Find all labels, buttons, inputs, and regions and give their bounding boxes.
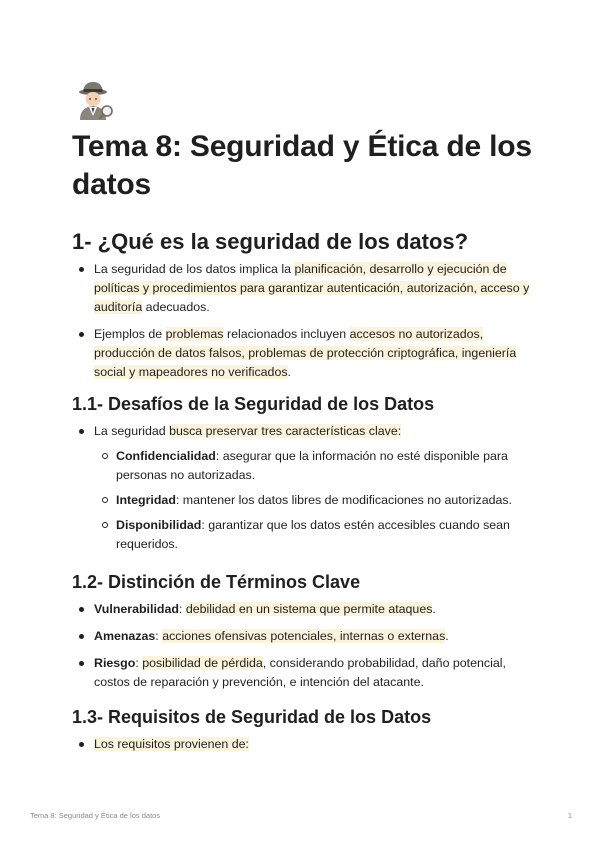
text: :	[155, 629, 163, 643]
detective-icon	[74, 80, 116, 122]
section-1-list	[72, 260, 532, 390]
footer-page-number: 1	[567, 811, 572, 820]
list-item	[72, 654, 532, 692]
section-heading-1-2: 1.2- Distinción de Términos Clave	[72, 572, 361, 592]
text: : asegurar que la información no esté disponible para personas no autorizadas.	[116, 449, 508, 482]
term: Riesgo	[94, 656, 136, 670]
list-item	[72, 600, 532, 619]
term: Disponibilidad	[116, 518, 202, 532]
list-item	[72, 422, 532, 554]
text: Ejemplos de	[94, 327, 166, 341]
footer-title: Tema 8: Seguridad y Ética de los datos	[30, 811, 161, 820]
section-1-2-list	[72, 600, 532, 700]
text: adecuados.	[142, 300, 210, 314]
highlighted-text: planificación, desarrollo y ejecución de políticas y procedimientos para garantizar autenticación, autorización, acceso y auditoría	[94, 262, 530, 314]
highlighted-text: accesos no autorizados, producción de datos falsos, problemas de protección criptográfica, ingeniería social y mapeadores no verificados	[94, 327, 517, 379]
section-heading-1: 1- ¿Qué es la seguridad de los datos?	[72, 229, 469, 254]
list-item	[72, 325, 532, 382]
text: relacionados incluyen	[223, 327, 350, 341]
section-heading-1-1: 1.1- Desafíos de la Seguridad de los Datos	[72, 394, 435, 414]
highlighted-text: problemas	[165, 327, 224, 341]
text: , considerando probabilidad, daño potencial, costos de reparación y prevención, e intención del atacante.	[94, 656, 506, 689]
sublist-item	[94, 516, 532, 554]
page-title: Tema 8: Seguridad y Ética de los datos	[72, 130, 532, 201]
highlighted-text: posibilidad de pérdida	[142, 656, 263, 670]
section-1-3-list	[72, 735, 532, 762]
section-1-1-list	[72, 422, 532, 562]
sublist	[94, 447, 532, 554]
term: Integridad	[116, 493, 176, 507]
text: .	[445, 629, 449, 643]
highlighted-text: busca preservar tres características clave:	[169, 424, 402, 438]
list-item	[72, 735, 532, 754]
text: : garantizar que los datos estén accesibles cuando sean requeridos.	[116, 518, 510, 551]
term: Amenazas	[94, 629, 156, 643]
text: La seguridad	[94, 424, 170, 438]
sublist-item	[94, 447, 532, 485]
highlighted-text: debilidad en un sistema que permite ataques	[185, 602, 433, 616]
section-heading-1-3: 1.3- Requisitos de Seguridad de los Datos	[72, 707, 432, 727]
highlighted-text: acciones ofensivas potenciales, internas o externas	[162, 629, 446, 643]
highlighted-text: Los requisitos provienen de:	[94, 737, 249, 751]
term: Vulnerabilidad	[94, 602, 179, 616]
text: :	[178, 602, 186, 616]
text: .	[432, 602, 436, 616]
term: Confidencialidad	[116, 449, 216, 463]
text: La seguridad de los datos implica la	[94, 262, 295, 276]
text: .	[287, 365, 291, 379]
text: : mantener los datos libres de modificaciones no autorizadas.	[175, 493, 512, 507]
sublist-item	[94, 491, 532, 510]
list-item	[72, 260, 532, 317]
text: :	[135, 656, 143, 670]
list-item	[72, 627, 532, 646]
